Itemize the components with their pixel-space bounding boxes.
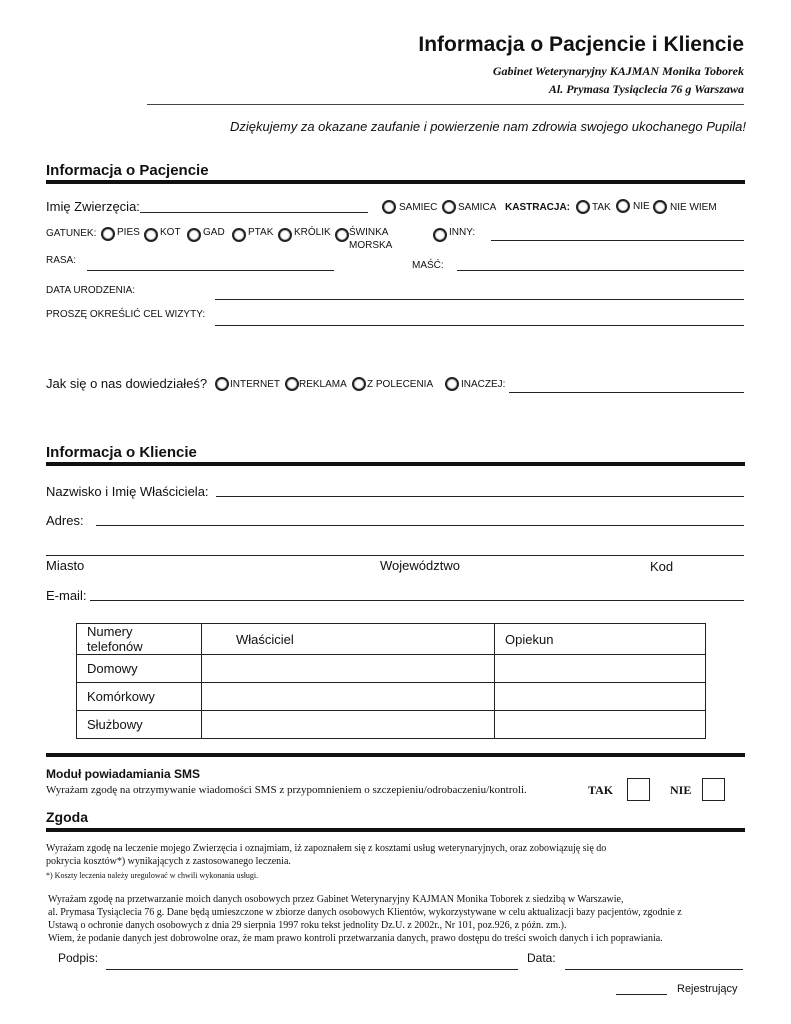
registrar-label: Rejestrujący <box>677 983 738 995</box>
treatment-consent-line-1: Wyrażam zgodę na leczenie mojego Zwierzęcia i oznajmiam, iż zapoznałem się z kosztami usług weterynaryjnych, oraz zobowiązuję się do <box>46 843 607 854</box>
color-field[interactable] <box>457 270 744 271</box>
species-dog-radio[interactable] <box>101 227 115 241</box>
referral-ad-label: REKLAMA <box>299 379 347 390</box>
table-row <box>77 683 706 711</box>
form-title: Informacja o Pacjencie i Kliencie <box>418 33 744 56</box>
phone-work-owner-cell[interactable] <box>202 711 495 739</box>
thanks-message: Dziękujemy za okazane zaufanie i powierzenie nam zdrowia swojego ukochanego Pupila! <box>230 119 746 134</box>
patient-section-heading: Informacja o Pacjencie <box>46 162 209 179</box>
header-divider <box>147 104 744 105</box>
visit-purpose-field[interactable] <box>215 325 744 326</box>
referral-other-field[interactable] <box>509 392 744 393</box>
pet-name-field[interactable] <box>140 212 368 213</box>
castration-no-radio[interactable] <box>616 199 630 213</box>
castration-unknown-radio[interactable] <box>653 200 667 214</box>
referral-label: Jak się o nas dowiedziałeś? <box>46 376 208 391</box>
cost-footnote: *) Koszty leczenia należy uregulować w chwili wykonania usługi. <box>46 871 259 880</box>
color-label: MAŚĆ: <box>412 260 444 271</box>
client-section-bar <box>46 462 745 466</box>
sms-consent-text: Wyrażam zgodę na otrzymywanie wiadomości SMS z przypomnieniem o szczepieniu/odrobaczeniu/kontroli. <box>46 784 527 796</box>
species-bird-label: PTAK <box>248 227 274 238</box>
breed-label: RASA: <box>46 255 77 266</box>
city-label: Miasto <box>46 558 85 573</box>
sex-female-radio[interactable] <box>442 200 456 214</box>
species-reptile-radio[interactable] <box>187 228 201 242</box>
phone-work-label: Służbowy <box>77 711 202 739</box>
species-guinea-pig-label-1: ŚWINKA <box>349 227 389 238</box>
species-rabbit-radio[interactable] <box>278 228 292 242</box>
data-consent-line-3: Ustawą o ochronie danych osobowych z dnia 29 sierpnia 1997 roku tekst jednolity Dz.U. z 2002r., Nr 101, poz.926, z późn. zm.). <box>48 920 567 931</box>
clinic-name: Gabinet Weterynaryjny KAJMAN Monika Toborek <box>492 64 744 78</box>
castration-no-label: NIE <box>633 201 650 212</box>
region-label: Województwo <box>380 558 460 573</box>
data-consent-line-1: Wyrażam zgodę na przetwarzanie moich danych osobowych przez Gabinet Weterynaryjny KAJMAN Monika Toborek z siedzibą w Warszawie, <box>48 894 624 905</box>
referral-internet-label: INTERNET <box>230 379 280 390</box>
city-region-zip-field[interactable] <box>46 555 744 556</box>
sex-male-radio[interactable] <box>382 200 396 214</box>
phone-mobile-caretaker-cell[interactable] <box>495 683 706 711</box>
sex-female-label: SAMICA <box>458 202 497 213</box>
sms-no-label: NIE <box>670 783 692 797</box>
birth-date-field[interactable] <box>215 299 744 300</box>
referral-internet-radio[interactable] <box>215 377 229 391</box>
signature-label: Podpis: <box>58 951 99 965</box>
data-consent-line-2: al. Prymasa Tysiąclecia 76 g. Dane będą umieszczone w zbiorze danych osobowych Klientów, wykorzystywane w celu aktualizacji bazy pacjentów, zgodnie z <box>48 907 682 918</box>
species-cat-radio[interactable] <box>144 228 158 242</box>
referral-recommendation-radio[interactable] <box>352 377 366 391</box>
phone-home-caretaker-cell[interactable] <box>495 655 706 683</box>
phone-work-caretaker-cell[interactable] <box>495 711 706 739</box>
phone-home-owner-cell[interactable] <box>202 655 495 683</box>
species-cat-label: KOT <box>160 227 181 238</box>
referral-recommendation-label: Z POLECENIA <box>367 379 434 390</box>
species-guinea-pig-radio[interactable] <box>335 228 349 242</box>
referral-other-radio[interactable] <box>445 377 459 391</box>
castration-yes-radio[interactable] <box>576 200 590 214</box>
breed-field[interactable] <box>87 270 334 271</box>
sms-section-bar <box>46 753 745 757</box>
zip-label: Kod <box>650 559 674 574</box>
table-row <box>77 655 706 683</box>
treatment-consent-line-2: pokrycia kosztów*) wynikających z zastosowanego leczenia. <box>46 856 291 867</box>
address-label: Adres: <box>46 513 84 528</box>
email-label: E-mail: <box>46 588 87 603</box>
birth-date-label: DATA URODZENIA: <box>46 285 136 296</box>
table-row <box>77 711 706 739</box>
referral-ad-radio[interactable] <box>285 377 299 391</box>
castration-label: KASTRACJA: <box>505 202 570 213</box>
species-bird-radio[interactable] <box>232 228 246 242</box>
pet-name-label: Imię Zwierzęcia: <box>46 199 140 214</box>
address-field[interactable] <box>96 525 744 526</box>
client-section-heading: Informacja o Kliencie <box>46 444 197 461</box>
consent-heading: Zgoda <box>46 809 88 825</box>
species-other-label: INNY: <box>449 227 476 238</box>
sms-heading: Moduł powiadamiania SMS <box>46 767 201 781</box>
species-guinea-pig-label-2: MORSKA <box>349 240 393 251</box>
species-other-field[interactable] <box>491 240 744 241</box>
table-row <box>77 624 706 655</box>
phones-header-owner: Właściciel <box>202 624 495 655</box>
patient-section-bar <box>46 180 745 184</box>
species-other-radio[interactable] <box>433 228 447 242</box>
email-field[interactable] <box>90 600 744 601</box>
phone-mobile-owner-cell[interactable] <box>202 683 495 711</box>
phones-header-label: Numery telefonów <box>77 624 202 655</box>
sms-no-checkbox[interactable] <box>702 778 725 801</box>
data-consent-line-4: Wiem, że podanie danych jest dobrowolne oraz, że mam prawo kontroli przetwarzania danych, prawo dostępu do treści swoich danych i ich poprawiania. <box>48 933 663 944</box>
phone-numbers-table <box>76 623 706 739</box>
species-rabbit-label: KRÓLIK <box>294 227 331 238</box>
consent-section-bar <box>46 828 745 832</box>
referral-other-label: INACZEJ: <box>461 379 506 390</box>
phones-header-caretaker: Opiekun <box>495 624 706 655</box>
signature-field[interactable] <box>106 969 518 970</box>
castration-unknown-label: NIE WIEM <box>670 202 717 213</box>
visit-purpose-label: PROSZĘ OKREŚLIĆ CEL WIZYTY: <box>46 309 206 320</box>
species-dog-label: PIES <box>117 227 140 238</box>
phone-home-label: Domowy <box>77 655 202 683</box>
castration-yes-label: TAK <box>592 202 611 213</box>
date-field[interactable] <box>565 969 743 970</box>
species-reptile-label: GAD <box>203 227 225 238</box>
date-label: Data: <box>527 951 556 965</box>
owner-name-field[interactable] <box>216 496 744 497</box>
clinic-address: Al. Prymasa Tysiąclecia 76 g Warszawa <box>548 82 744 96</box>
owner-name-label: Nazwisko i Imię Właściciela: <box>46 484 209 499</box>
registrar-field[interactable] <box>616 994 667 995</box>
species-label: GATUNEK: <box>46 228 97 239</box>
phone-mobile-label: Komórkowy <box>77 683 202 711</box>
sms-yes-checkbox[interactable] <box>627 778 650 801</box>
sms-yes-label: TAK <box>588 783 614 797</box>
sex-male-label: SAMIEC <box>399 202 438 213</box>
